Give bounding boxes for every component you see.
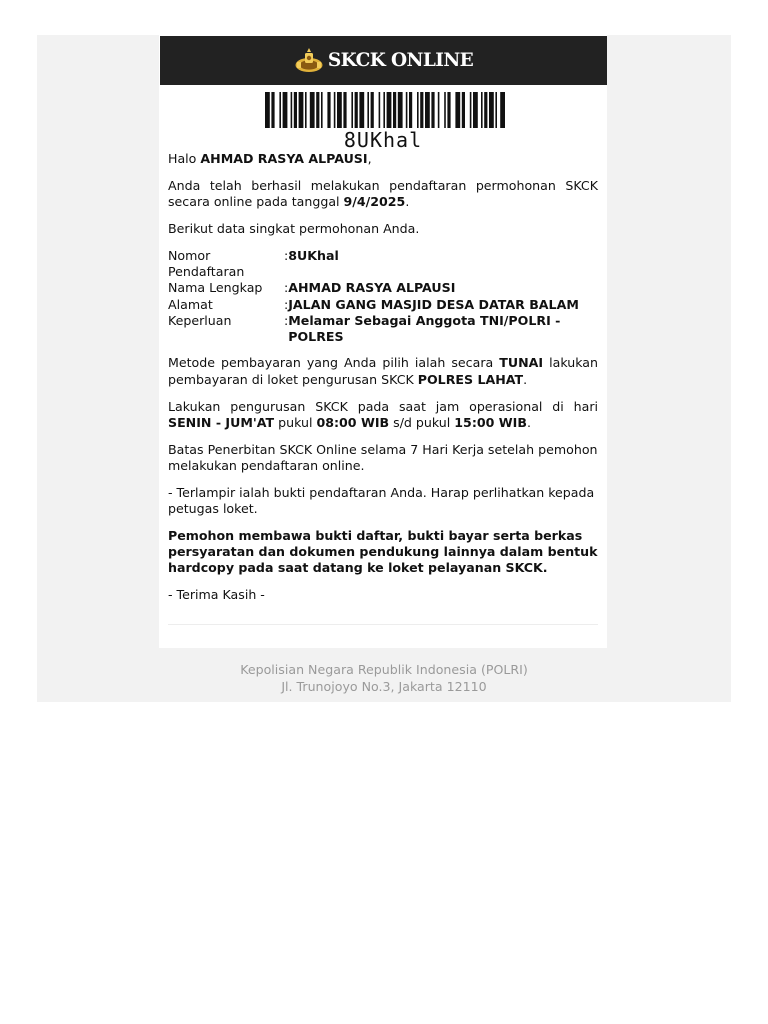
info-label: Keperluan — [168, 312, 232, 328]
barcode-bar — [489, 92, 494, 128]
barcode-bar — [359, 92, 364, 128]
barcode-bar — [444, 92, 446, 128]
barcode-bar — [455, 92, 460, 128]
info-value: 8UKhal — [288, 247, 339, 263]
info-row: Nama Lengkap : AHMAD RASYA ALPAUSI — [168, 280, 456, 296]
barcode-bar — [481, 92, 483, 128]
barcode-bar — [279, 92, 281, 128]
email-card — [159, 35, 607, 648]
barcode-bar — [473, 92, 478, 128]
barcode-bar — [271, 92, 274, 128]
hours-paragraph: Lakukan pengurusan SKCK pada saat jam operasional di hari SENIN - JUM'AT pukul 08:00 WIB s/d pukul 15:00 WIB. — [168, 398, 598, 430]
barcode-bar — [355, 92, 358, 128]
barcode-bar — [291, 92, 293, 128]
info-row: Keperluan : Melamar Sebagai Anggota TNI/POLRI - POLRES — [168, 313, 598, 346]
footer-address: Jl. Trunojoyo No.3, Jakarta 12110 — [281, 679, 487, 694]
barcode-bar — [398, 92, 403, 128]
barcode-bar — [425, 92, 430, 128]
closing-text: - Terima Kasih - — [168, 587, 265, 603]
barcode-bar — [484, 92, 487, 128]
barcode-bar — [367, 92, 369, 128]
recipient-name: AHMAD RASYA ALPAUSI — [200, 151, 368, 166]
info-value: AHMAD RASYA ALPAUSI — [288, 280, 456, 296]
info-label: Alamat — [168, 296, 213, 312]
barcode-bar — [305, 92, 307, 128]
registration-date: 9/4/2025 — [343, 194, 406, 210]
barcode-bar — [299, 92, 304, 128]
payment-location: POLRES LAHAT — [417, 371, 524, 387]
info-value: Melamar Sebagai Anggota TNI/POLRI - POLRES — [288, 312, 561, 345]
email-body — [168, 151, 598, 614]
header-logo — [294, 47, 473, 74]
attachment-paragraph: - Terlampir ialah bukti pendaftaran Anda. Harap perlihatkan kepada petugas loket. — [168, 484, 595, 517]
barcode-code: 8UKhal — [343, 128, 423, 152]
closing-time: 15:00 WIB — [454, 414, 527, 430]
barcode-bar — [316, 92, 319, 128]
barcode-bar — [387, 92, 392, 128]
email-background — [37, 35, 731, 702]
brand-title: SKCK ONLINE — [327, 50, 474, 71]
footer-org: Kepolisian Negara Republik Indonesia (POLRI) — [240, 662, 528, 677]
payment-method: TUNAI — [499, 355, 544, 371]
notice-paragraph: Pemohon membawa bukti daftar, bukti bayar serta berkas persyaratan dan dokumen pendukung lainnya dalam bentuk hardcopy pada saat datang ke loket pelayanan SKCK. — [168, 527, 598, 576]
divider — [168, 624, 598, 625]
barcode-bar — [438, 92, 440, 128]
deadline-paragraph: Batas Penerbitan SKCK Online selama 7 Hari Kerja setelah pemohon melakukan pendaftaran online. — [168, 441, 598, 473]
intro-paragraph: Anda telah berhasil melakukan pendaftaran permohonan SKCK secara online pada tanggal 9/4/2025. — [168, 177, 598, 210]
barcode-bar — [337, 92, 342, 128]
barcode-bar — [495, 92, 497, 128]
barcode-bar — [447, 92, 450, 128]
email-footer — [37, 661, 731, 695]
email-header — [160, 36, 607, 85]
info-table — [168, 248, 598, 346]
operating-days: SENIN - JUM'AT — [168, 414, 275, 430]
payment-paragraph: Metode pembayaran yang Anda pilih ialah secara TUNAI lakukan pembayaran di loket pengurusan SKCK POLRES LAHAT. — [168, 355, 598, 387]
info-row: Nomor Pendaftaran : 8UKhal — [168, 247, 339, 279]
barcode-bar — [462, 92, 465, 128]
info-value: JALAN GANG MASJID DESA DATAR BALAM — [288, 296, 579, 312]
barcode-bar — [420, 92, 423, 128]
barcode-bar — [321, 92, 323, 128]
barcode-bar — [310, 92, 315, 128]
barcode-bar — [393, 92, 396, 128]
barcode-icon — [265, 92, 505, 128]
barcode-bar — [294, 92, 297, 128]
barcode-bar — [431, 92, 434, 128]
barcode-bar — [351, 92, 353, 128]
barcode-bar — [343, 92, 346, 128]
info-row: Alamat : JALAN GANG MASJID DESA DATAR BALAM — [168, 296, 579, 312]
greeting: Halo AHMAD RASYA ALPAUSI, — [168, 151, 372, 166]
barcode-bar — [417, 92, 419, 128]
barcode-bar — [406, 92, 408, 128]
barcode-bar — [265, 92, 270, 128]
barcode-bar — [334, 92, 336, 128]
info-label: Nama Lengkap — [168, 280, 263, 296]
barcode-bar — [409, 92, 412, 128]
info-label: Nomor Pendaftaran — [168, 247, 245, 279]
barcode-bar — [470, 92, 472, 128]
barcode-bar — [500, 92, 505, 128]
barcode-bar — [327, 92, 330, 128]
polri-emblem-icon — [294, 47, 324, 74]
barcode-bar — [283, 92, 288, 128]
barcode-bar — [371, 92, 374, 128]
barcode-bar — [383, 92, 385, 128]
opening-time: 08:00 WIB — [316, 414, 390, 430]
barcode-bar — [379, 92, 381, 128]
summary-label: Berikut data singkat permohonan Anda. — [168, 220, 420, 236]
